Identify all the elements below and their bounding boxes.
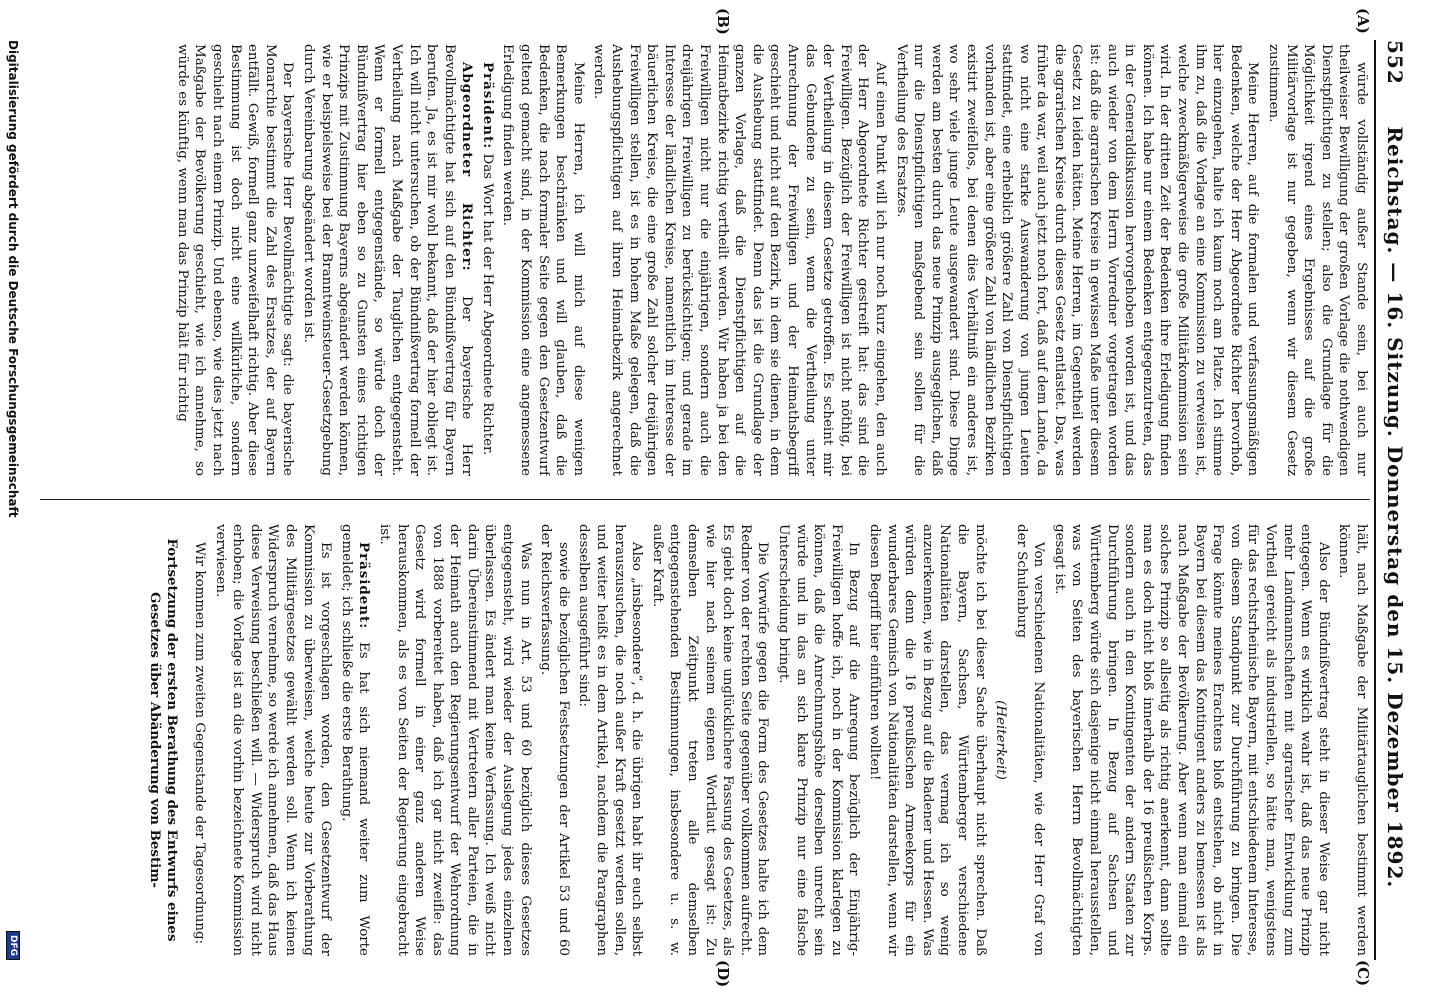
right-paragraph: Die Vorwürfe gegen die Form des Gesetzes halte ich dem Redner von der rechten Seite gegenüber vollkommen aufrecht. Es giebt doch keine unglücklichere Fassung des Gesetzes, als wie hier nach seinem eigenen Wortlaut gesagt ist: Zu demselben Zeitpunkt treten alle demselben entgegenstehenden Bestimmungen, insbesondere u. s. w. außer Kraft. xyxy=(649,524,771,956)
left-paragraph: Meine Herren, ich will mich auf diese wenigen Bemerkungen beschränken und will glauben, daß die Bedenken, die nach formaler Seite gegen den Gesetzentwurf geltend gemacht sind, in der Kommission eine angemessene Erledigung finden werden. xyxy=(500,44,586,476)
right-paragraph: Wir kommen zum zweiten Gegenstande der Tagesordnung: xyxy=(192,542,207,945)
page-number: 552 xyxy=(1383,40,1407,85)
right-paragraph: In Bezug auf die Anregung bezüglich der Einjährig-Freiwilligen hoffe ich, noch in der Kommission klarlegen zu können, daß die Anrechnungshöhe derselben unrecht sein würde und in das an sich klare Prinzip nur eine falsche Unterscheidung bringt. xyxy=(776,524,862,956)
page-header xyxy=(1380,40,1410,960)
right-paragraph: hält, nach Maßgabe der Militärtauglichen bestimmt werden können. xyxy=(1336,524,1369,956)
right-paragraph: Was nun in Art. 53 und 60 bezüglich dieses Gesetzes entgegensteht, wird wieder der Auslegung jedes einzelnen überlassen. Es ändert man keine Verfassung. Ich weiß nicht darin Übereinstimmend mit Vertretern aller Parteien, die in der Heimath auch den Regierungsentwurf der Wehrordnung von 1888 vorbereitet haben, daß ich gar nicht zweifle: das Gesetz wird formell in einer ganz anderen Weise herauskommen, als es von Seiten der Regierung eingebracht ist. xyxy=(376,524,533,956)
margin-marker-d: (D) xyxy=(714,960,732,988)
speaker-paragraph xyxy=(337,524,372,956)
right-paragraph: möchte ich bei dieser Sache überhaupt nicht sprechen. Daß die Bayern, Sachsen, Württemberger verschiedene Nationalitäten darstellen, das vermag ich so wenig anzuerkennen, wie in Bezug auf die Badener und Hessen. Was würden denn die 16 preußischen Armeekorps für ein wunderbares Gemisch von Nationalitäten darstellen, wenn wir diesen Begriff hier einführen wollten! xyxy=(866,524,988,956)
speaker-name: Abgeordneter Richter: xyxy=(459,62,476,272)
right-paragraph: Also „insbesondere“, d. h. die übrigen habt ihr euch selbst herauszusuchen, die noch außer Kraft gesetzt werden sollen, und weiter heißt es in dem Artikel, nachdem die Paragraphen desselben ausgeführt sind: xyxy=(576,524,645,956)
page-title: Reichstag. — 16. Sitzung. Donnerstag den 15. Dezember 1892. xyxy=(1383,126,1407,889)
footer-text: Digitalisierung gefördert durch die Deutsche Forschungsgemeinschaft xyxy=(6,40,20,518)
left-paragraph: Der bayerische Herr Bevollmächtigte sagt: die bayerische Monarchie bestimmt die Zahl des Ersatzes, der auf Bayern entfällt. Gewiß, formell ganz unzweifelhaft richtig. Aber diese Bestimmung ist doch nicht eine willkürliche, sondern geschieht nach einem Prinzip. Und ebenso, wie dies jetzt nach Maßgabe der Bevölkerung geschieht, wie ich annehme, so würde es künftig, wenn man das Prinzip hält für richtig xyxy=(174,44,296,476)
right-paragraph: Von verschiedenen Nationalitäten, wie der Herr Graf von der Schulenburg xyxy=(1013,524,1047,956)
speaker-name: Präsident: xyxy=(479,62,496,150)
margin-marker-a: (A) xyxy=(1354,8,1372,34)
speaker-paragraph xyxy=(478,44,496,476)
right-paragraph: sowie die bezüglichen Festsetzungen der Artikel 53 und 60 der Reichsverfassung. xyxy=(538,524,571,956)
page-footer xyxy=(2,40,24,960)
speaker-text: Es hat sich niemand weiter zum Worte gemeldet; ich schließe die erste Berathung. xyxy=(338,524,372,956)
right-paragraph: Also der Bündnißvertrag steht in dieser Weise gar nicht entgegen. Wenn es wirklich wahr ist, daß das neue Prinzip mehr Landmannschaften mit agrarischer Entwicklung zum Vortheil gereicht als industriellen, so hätte man, wenigstens für das rechtsrheinische Bayern, mit entschiedenem Interesse, von diesem Standpunkt zur Durchführung zu bringen. Die Frage könnte meines Erachtens bloß entstehen, ob nicht in Bayern bei diesem das Kontingent anders zu bemessen ist als nach Maßgabe der Bevölkerung. Aber wenn man einmal ein solches Prinzip so allseitig als richtig anerkennt, dann sollte man es doch nicht bloß innerhalb der 16 preußischen Korps. sondern auch in den Kontingenten der andern Staaten zur Durchführung bringen. In Bezug auf Sachsen und Württemberg würde sich dasjenige nicht einmal herausstellen, was von Seiten des bayerischen Herrn Bevollmächtigten gesagt ist. xyxy=(1051,524,1331,956)
right-paragraph: Es ist vorgeschlagen worden, den Gesetzentwurf der Kommission zu überweisen, welche heute zur Vorberathung des Militärgesetzes gewählt werden soll. Wenn ich keinen Widerspruch vernehme, so werde ich annehmen, daß das Haus diese Verweisung beschließen will. — Widerspruch wird nicht erhoben; die Vorlage ist an die vorhin bezeichnete Kommission verwiesen. xyxy=(212,524,334,956)
agenda-heading: Fortsetzung der ersten Berathung des Entwurfs eines Gesetzes über Abänderung von Bestim- xyxy=(146,538,181,942)
left-column xyxy=(60,44,1370,476)
left-paragraph: Meine Herren, auf die formalen und verfassungsmäßigen Bedenken, welche der Herr Abgeordnete Richter hervorhob, hier einzugehen, halte ich kaum noch am Platze. Ich stimme ihm zu, daß die Vorlage an eine Kommission zu verweisen ist, welche zweckmäßigerweise die große Militärkommission sein wird. In der dritten Zeit der Bedenken ihre Erledigung finden können. Ich habe nur einem Bedenken entgegenzutreten, das in der Generaldiskussion hervorgehoben worden ist, und das auch wieder von dem Herrn Vorredner vorgetragen worden ist: daß die agrarischen Kreise in gewissen Maße unter diesem Gesetz zu leiden hätten. Meine Herren, im Gegentheil werden die agrarischen Kreise durch dieses Gesetz entlastet. Das, was früher da war, weil auch jetzt noch fort, daß auf dem Lande, da wo nicht eine starke Auswanderung von jungen Leuten stattfindet, eine erheblich größere Zahl von Dienstpflichtigen vorhanden ist, aber eine größere Zahl von ländlichen Bezirken existirt zweifellos, bei denen dies Verhältniß ein anderes ist, wo sehr viele junge Leute ausgewandert sind. Diese Dinge werden am besten durch das neue Prinzip ausgeglichen, daß nur die Dienstpflichtigen maßgebend sein sollen für die Vertheilung des Ersatzes. xyxy=(893,44,1261,476)
margin-marker-c: (C) xyxy=(1354,960,1372,987)
interjection: (Heiterkeit) xyxy=(993,700,1009,780)
left-paragraph: Auf einen Punkt will ich nur noch kurz eingehen, den auch der Herr Abgeordnete Richter gestreift hat: das sind die Freiwilligen. Bezüglich der Freiwilligen ist nicht nöthig, bei der Vertheilung in diesem Gesetze getroffen. Es scheint mir das Gebundene zu sein, wenn die Vertheilung unter Anrechnung der Freiwilligen und der Heimathsbegriff geschieht und nicht auf den Bezirk, in dem sie dienen, in dem die Aushebung stattfindet. Denn das ist die Grundlage der ganzen Vorlage, daß die Dienstpflichtigen auf die Heimatbezirke richtig vertheilt werden. Wir haben ja bei den Freiwilligen nicht nur die einjährigen, sondern auch die dreijährigen Freiwilligen zu berücksichtigen; und gerade im Interesse der ländlichen Kreise, namentlich im Interesse der bäuerlichen Kreise, die eine große Zahl solcher dreijährigen Freiwilligen stellen, ist es in hohem Maße gelegen, daß die Aushebungspflichtigen auf ihren Heimatbezirk angerechnet werden. xyxy=(591,44,888,476)
header-rule xyxy=(1374,40,1376,960)
right-column xyxy=(60,524,1370,956)
left-paragraph: würde vollständig außer Stande sein, bei auch nur theilweiser Bewilligung der großen Vorlage die nothwendigen Dienstpflichtigen zu stellen; also die Grundlage für die Möglichkeit irgend eines Ergebnisses auf die große Militärvorlage ist nur gegeben, wenn wir diesem Gesetz zustimmen. xyxy=(1266,44,1369,476)
dfg-logo: DFG xyxy=(6,931,20,960)
column-divider xyxy=(40,499,1370,500)
speaker-text: Der bayerische Herr Bevollmächtigte hat sich auf den Bündnißvertrag für Bayern berufen. Ja, es ist mir wohl bekannt, daß der hier obliegt ist. Ich will nicht untersuchen, ob der Bündnißvertrag formell der Vertheilung nach Maßgabe der Tauglichen entgegensteht. Wenn er formell entgegenstände, so würde doch der Bündnißvertrag hier eben so zu Gunsten eines richtigen Prinzips mit Zustimmung Bayerns abgeändert werden können, wie er beispielsweise bei der Branntweinsteuer-Gesetzgebung durch Vereinbarung abgeändert worden ist. xyxy=(300,44,475,476)
margin-marker-b: (B) xyxy=(714,8,732,35)
speaker-name: Präsident: xyxy=(356,542,373,630)
speaker-paragraph xyxy=(299,44,475,476)
speaker-text: Das Wort hat der Herr Abgeordnete Richter. xyxy=(479,153,495,456)
